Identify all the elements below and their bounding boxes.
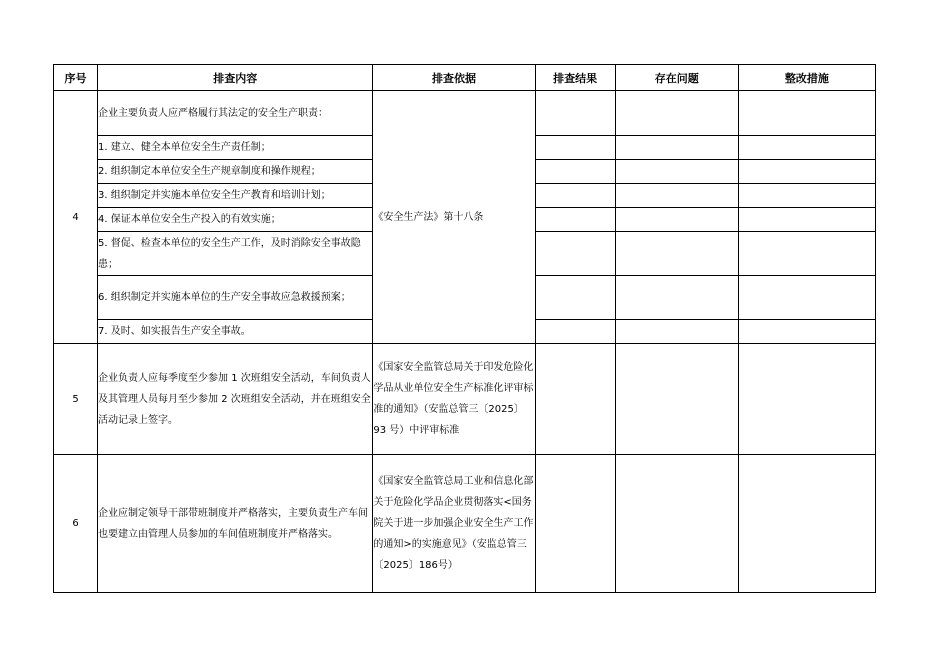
item4-content-line: 1. 建立、健全本单位安全生产责任制； (98, 136, 373, 160)
item5-content: 企业负责人应每季度至少参加 1 次班组安全活动，车间负责人及其管理人员每月至少参加 2 次班组安全活动，并在班组安全活动记录上签字。 (98, 344, 373, 455)
header-basis: 排查依据 (373, 65, 535, 91)
item6-content: 企业应制定领导干部带班制度并严格落实，主要负责生产车间也要建立由管理人员参加的车间值班制度并严格落实。 (98, 455, 373, 593)
fix-cell[interactable] (738, 455, 875, 593)
issue-cell[interactable] (615, 184, 738, 208)
result-cell[interactable] (535, 320, 615, 344)
result-cell[interactable] (535, 136, 615, 160)
item5-basis: 《国家安全监管总局关于印发危险化学品从业单位安全生产标准化评审标准的通知》（安监总管三〔2025〕93 号）中评审标准 (373, 344, 535, 455)
table-row (54, 344, 876, 455)
item4-basis: 《安全生产法》第十八条 (373, 91, 535, 344)
fix-cell[interactable] (738, 91, 875, 136)
result-cell[interactable] (535, 160, 615, 184)
issue-cell[interactable] (615, 136, 738, 160)
issue-cell[interactable] (615, 91, 738, 136)
result-cell[interactable] (535, 276, 615, 320)
item4-content-line: 企业主要负责人应严格履行其法定的安全生产职责： (98, 91, 373, 136)
header-content: 排查内容 (98, 65, 373, 91)
header-row (54, 65, 876, 91)
item4-content-line: 3. 组织制定并实施本单位安全生产教育和培训计划； (98, 184, 373, 208)
result-cell[interactable] (535, 184, 615, 208)
fix-cell[interactable] (738, 276, 875, 320)
header-fix: 整改措施 (738, 65, 875, 91)
result-cell[interactable] (535, 455, 615, 593)
fix-cell[interactable] (738, 344, 875, 455)
fix-cell[interactable] (738, 136, 875, 160)
fix-cell[interactable] (738, 208, 875, 232)
header-result: 排查结果 (535, 65, 615, 91)
issue-cell[interactable] (615, 232, 738, 276)
fix-cell[interactable] (738, 320, 875, 344)
issue-cell[interactable] (615, 208, 738, 232)
fix-cell[interactable] (738, 232, 875, 276)
table-row (54, 455, 876, 593)
fix-cell[interactable] (738, 160, 875, 184)
header-seq: 序号 (54, 65, 98, 91)
table-row (54, 91, 876, 136)
item6-basis: 《国家安全监管总局工业和信息化部关于危险化学品企业贯彻落实<国务院关于进一步加强企业安全生产工作的通知>的实施意见》（安监总管三〔2025〕186号） (373, 455, 535, 593)
result-cell[interactable] (535, 91, 615, 136)
header-issue: 存在问题 (615, 65, 738, 91)
item4-content-line: 4. 保证本单位安全生产投入的有效实施； (98, 208, 373, 232)
inspection-table (53, 64, 876, 593)
result-cell[interactable] (535, 208, 615, 232)
item6-seq: 6 (54, 455, 98, 593)
item5-seq: 5 (54, 344, 98, 455)
item4-seq: 4 (54, 91, 98, 344)
result-cell[interactable] (535, 344, 615, 455)
result-cell[interactable] (535, 232, 615, 276)
issue-cell[interactable] (615, 320, 738, 344)
issue-cell[interactable] (615, 160, 738, 184)
item4-content-line: 6. 组织制定并实施本单位的生产安全事故应急救援预案； (98, 276, 373, 320)
issue-cell[interactable] (615, 455, 738, 593)
item4-content-line: 5. 督促、检查本单位的安全生产工作，及时消除安全事故隐患； (98, 232, 373, 276)
issue-cell[interactable] (615, 344, 738, 455)
item4-content-line: 7. 及时、如实报告生产安全事故。 (98, 320, 373, 344)
fix-cell[interactable] (738, 184, 875, 208)
item4-content-line: 2. 组织制定本单位安全生产规章制度和操作规程； (98, 160, 373, 184)
issue-cell[interactable] (615, 276, 738, 320)
